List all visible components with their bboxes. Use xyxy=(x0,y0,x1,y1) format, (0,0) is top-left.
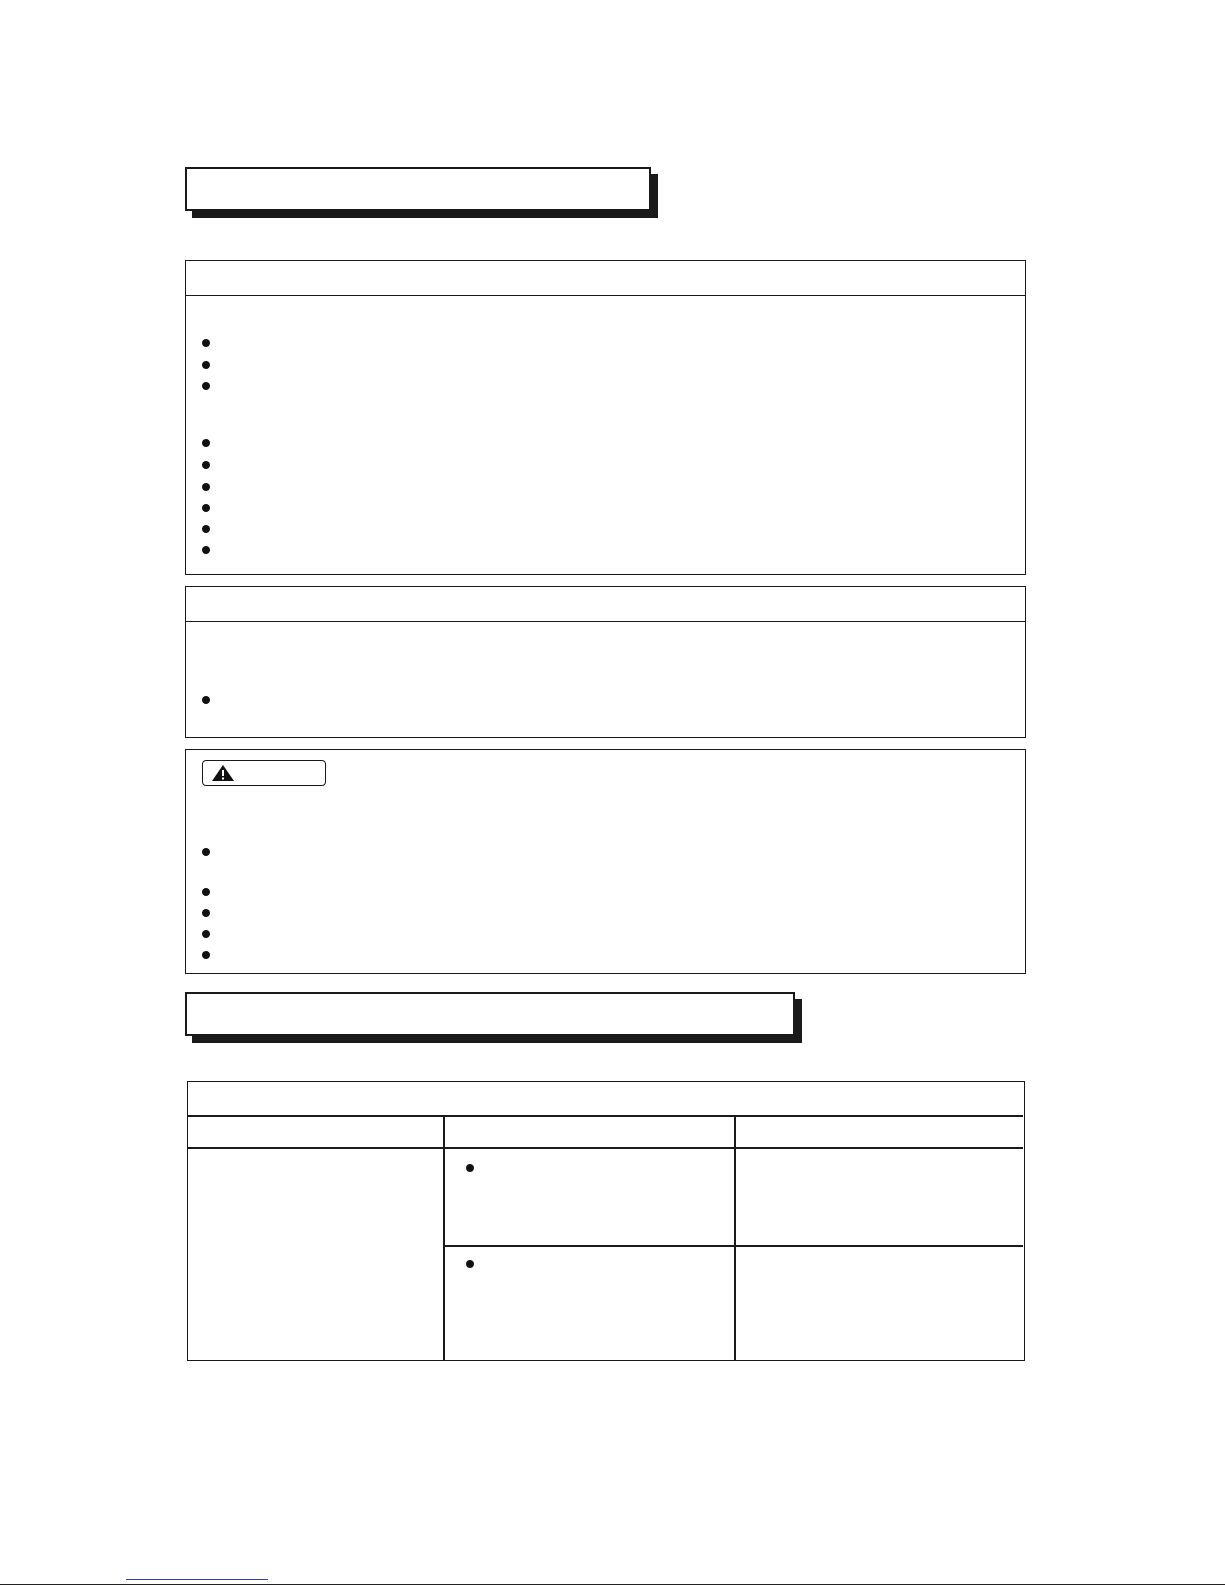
info-panel-2 xyxy=(185,586,1026,738)
warning-triangle-icon xyxy=(211,764,235,782)
troubleshooting-table xyxy=(187,1081,1025,1361)
bullet-icon xyxy=(202,382,210,390)
bullet-icon xyxy=(202,439,210,447)
panel-header xyxy=(186,261,1025,296)
caution-panel xyxy=(185,749,1026,974)
bullet-icon xyxy=(202,339,210,347)
bullet-icon xyxy=(202,546,210,554)
bullet-icon xyxy=(466,1260,474,1268)
caution-label xyxy=(202,760,326,786)
bullet-icon xyxy=(466,1164,474,1172)
section-heading-box xyxy=(185,992,795,1036)
bullet-icon xyxy=(202,930,210,938)
table-row-divider xyxy=(443,1245,1023,1247)
panel-header xyxy=(186,587,1025,622)
bullet-icon xyxy=(202,461,210,469)
footer-link-underline[interactable] xyxy=(126,1579,268,1580)
table-column-divider xyxy=(734,1115,736,1360)
bullet-icon xyxy=(202,909,210,917)
bullet-icon xyxy=(202,361,210,369)
table-header-divider xyxy=(188,1147,1023,1149)
info-panel-1 xyxy=(185,260,1026,575)
section-heading-box xyxy=(185,167,651,211)
bullet-icon xyxy=(202,483,210,491)
bullet-icon xyxy=(202,848,210,856)
bullet-icon xyxy=(202,888,210,896)
table-column-divider xyxy=(443,1115,445,1360)
bullet-icon xyxy=(202,696,210,704)
bullet-icon xyxy=(202,951,210,959)
bullet-icon xyxy=(202,504,210,512)
bullet-icon xyxy=(202,525,210,533)
table-title-divider xyxy=(188,1115,1023,1117)
